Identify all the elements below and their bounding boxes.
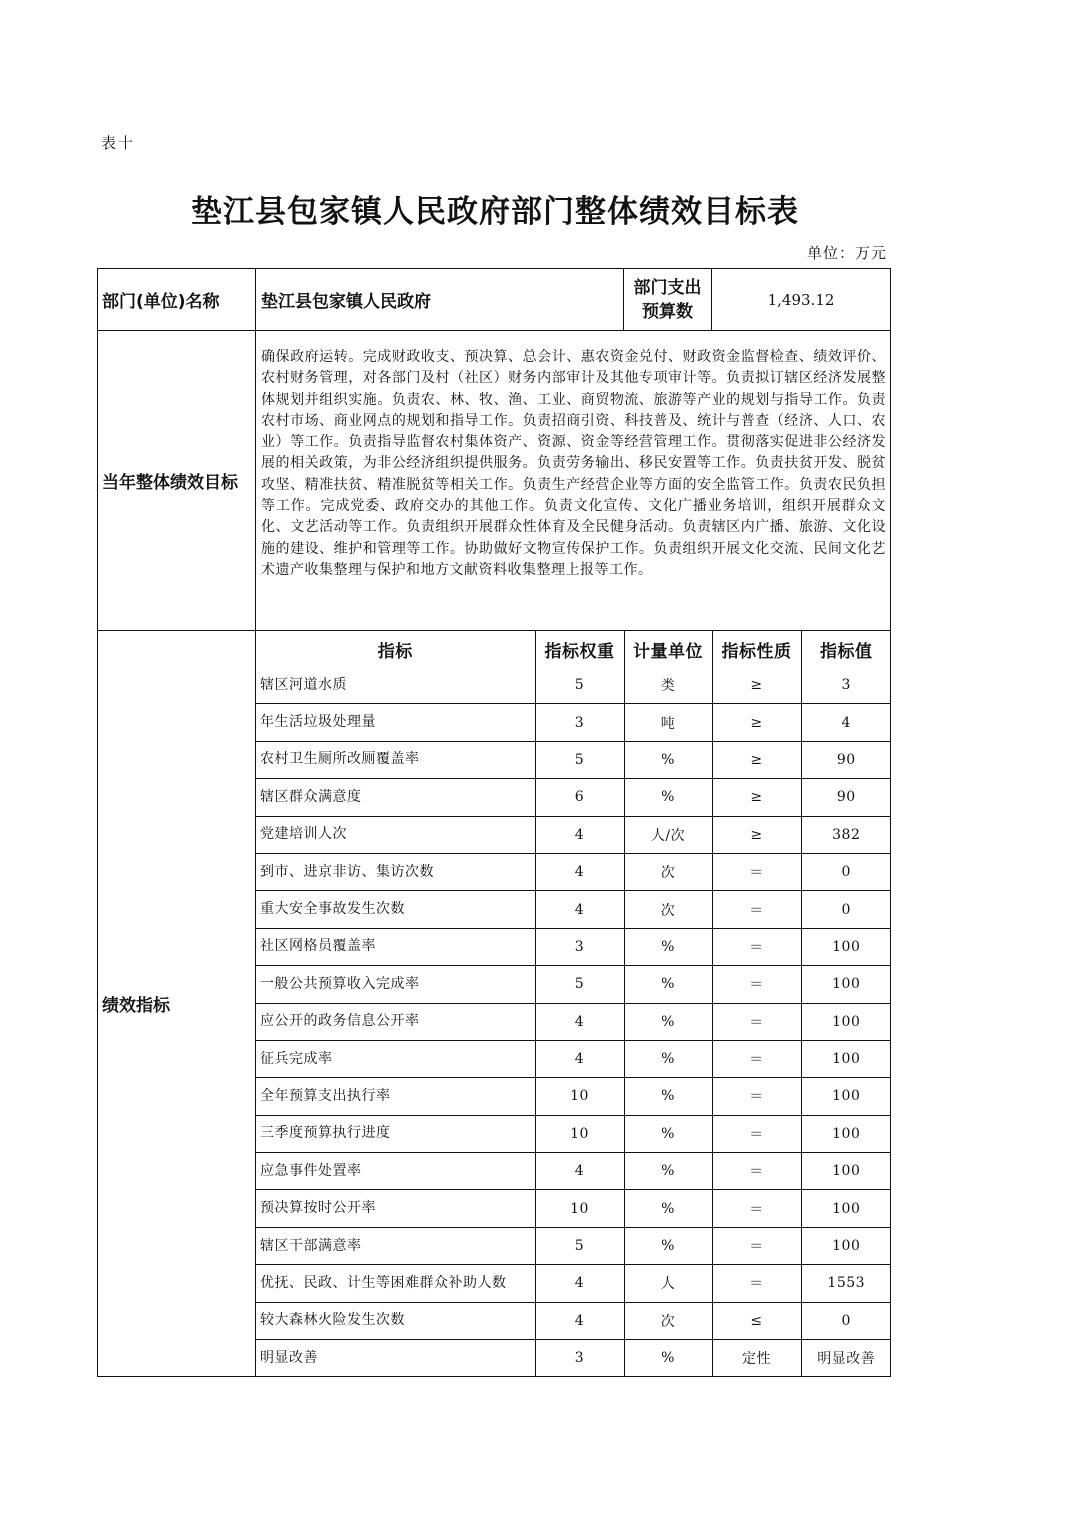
indicator-value: 0 bbox=[801, 891, 891, 928]
goal-text: 确保政府运转。完成财政收支、预决算、总会计、惠农资金兑付、财政资金监督检查、绩效评价、农村财务管理，对各部门及村（社区）财务内部审计及其他专项审计等。负责拟订辖区经济发展整体规划并组织实施。负责农、林、牧、渔、工业、商贸物流、旅游等产业的规划与指导工作。负责农村市场、商业网点的规划和指导工作。负责招商引资、科技普及、统计与普查（经济、人口、农业）等工作。负责指导监督农村集体资产、资源、资金等经营管理工作。贯彻落实促进非公经济发展的相关政策，为非公经济组织提供服务。负责劳务输出、移民安置等工作。负责扶贫开发、脱贫攻坚、精准扶贫、精准脱贫等相关工作。负责生产经营企业等方面的安全监管工作。负责农民负担等工作。完成党委、政府交办的其他工作。负责文化宣传、文化广播业务培训，组织开展群众文化、文艺活动等工作。负责组织开展群众性体育及全民健身活动。负责辖区内广播、旅游、文化设施的建设、维护和管理等工作。协助做好文物宣传保护工作。负责组织开展文化交流、民间文化艺术遗产收集整理与保护和地方文献资料收集整理上报等工作。 bbox=[256, 331, 891, 631]
indicator-name: 辖区河道水质 bbox=[256, 667, 535, 704]
table-row bbox=[256, 1227, 891, 1264]
table-row bbox=[256, 816, 891, 853]
indicator-weight: 10 bbox=[535, 1115, 624, 1152]
indicator-section bbox=[98, 631, 891, 1377]
indicator-nature: ≥ bbox=[712, 816, 801, 853]
indicator-table bbox=[256, 631, 891, 1376]
table-row bbox=[256, 779, 891, 816]
budget-label-line1: 部门支出 bbox=[633, 277, 702, 298]
indicator-name: 征兵完成率 bbox=[256, 1040, 535, 1077]
indicator-nature: ＝ bbox=[712, 1115, 801, 1152]
indicator-unit: 人 bbox=[624, 1265, 712, 1302]
indicator-weight: 5 bbox=[535, 667, 624, 704]
indicator-name: 农村卫生厕所改厕覆盖率 bbox=[256, 741, 535, 778]
indicator-unit: % bbox=[624, 741, 712, 778]
indicator-name: 应急事件处置率 bbox=[256, 1153, 535, 1190]
indicator-name: 重大安全事故发生次数 bbox=[256, 891, 535, 928]
table-row bbox=[256, 1078, 891, 1115]
indicator-nature: ＝ bbox=[712, 1227, 801, 1264]
indicator-weight: 6 bbox=[535, 779, 624, 816]
indicator-name: 较大森林火险发生次数 bbox=[256, 1302, 535, 1339]
indicator-name: 年生活垃圾处理量 bbox=[256, 704, 535, 741]
indicator-unit: % bbox=[624, 1003, 712, 1040]
indicator-weight: 4 bbox=[535, 1040, 624, 1077]
indicator-name: 辖区群众满意度 bbox=[256, 779, 535, 816]
indicator-name: 明显改善 bbox=[256, 1340, 535, 1377]
indicator-name: 应公开的政务信息公开率 bbox=[256, 1003, 535, 1040]
indicator-name: 一般公共预算收入完成率 bbox=[256, 966, 535, 1003]
dept-label: 部门(单位)名称 bbox=[98, 269, 256, 331]
indicator-weight: 3 bbox=[535, 928, 624, 965]
indicator-unit: % bbox=[624, 1040, 712, 1077]
indicator-nature: ＝ bbox=[712, 853, 801, 890]
indicator-value: 1553 bbox=[801, 1265, 891, 1302]
dept-row bbox=[98, 269, 891, 331]
col-header-weight: 指标权重 bbox=[535, 631, 624, 667]
indicator-weight: 4 bbox=[535, 853, 624, 890]
indicator-value: 90 bbox=[801, 779, 891, 816]
indicator-weight: 5 bbox=[535, 966, 624, 1003]
indicator-nature: ＝ bbox=[712, 928, 801, 965]
col-header-indicator: 指标 bbox=[256, 631, 535, 667]
indicator-unit: 人/次 bbox=[624, 816, 712, 853]
indicator-value: 100 bbox=[801, 1003, 891, 1040]
indicator-value: 100 bbox=[801, 1153, 891, 1190]
table-row bbox=[256, 1040, 891, 1077]
indicator-unit: % bbox=[624, 1078, 712, 1115]
indicator-value: 3 bbox=[801, 667, 891, 704]
table-row bbox=[256, 1340, 891, 1377]
indicator-value: 100 bbox=[801, 1040, 891, 1077]
indicator-nature: ＝ bbox=[712, 1265, 801, 1302]
indicator-value: 100 bbox=[801, 1190, 891, 1227]
indicator-unit: 吨 bbox=[624, 704, 712, 741]
budget-label-line2: 预算数 bbox=[642, 301, 693, 322]
indicator-nature: ＝ bbox=[712, 1078, 801, 1115]
indicator-unit: % bbox=[624, 1190, 712, 1227]
table-row bbox=[256, 741, 891, 778]
indicator-nature: ＝ bbox=[712, 891, 801, 928]
indicator-name: 社区网格员覆盖率 bbox=[256, 928, 535, 965]
indicator-weight: 10 bbox=[535, 1190, 624, 1227]
indicator-unit: % bbox=[624, 1227, 712, 1264]
table-row bbox=[256, 891, 891, 928]
indicator-name: 预决算按时公开率 bbox=[256, 1190, 535, 1227]
indicator-weight: 4 bbox=[535, 1265, 624, 1302]
indicator-name: 优抚、民政、计生等困难群众补助人数 bbox=[256, 1265, 535, 1302]
indicator-unit: % bbox=[624, 966, 712, 1003]
indicator-unit: % bbox=[624, 1153, 712, 1190]
indicator-value: 100 bbox=[801, 966, 891, 1003]
table-row bbox=[256, 704, 891, 741]
indicator-weight: 10 bbox=[535, 1078, 624, 1115]
unit-label: 单位：万元 bbox=[807, 244, 888, 262]
budget-label bbox=[624, 269, 712, 331]
table-row bbox=[256, 928, 891, 965]
indicator-name: 党建培训人次 bbox=[256, 816, 535, 853]
indicator-weight: 3 bbox=[535, 1340, 624, 1377]
indicator-name: 全年预算支出执行率 bbox=[256, 1078, 535, 1115]
indicator-nature: ≥ bbox=[712, 704, 801, 741]
indicator-weight: 4 bbox=[535, 1302, 624, 1339]
document-tag: 表十 bbox=[101, 134, 136, 152]
table-row bbox=[256, 1190, 891, 1227]
indicator-value: 4 bbox=[801, 704, 891, 741]
indicator-nature: ＝ bbox=[712, 966, 801, 1003]
goal-row bbox=[98, 331, 891, 631]
indicator-nature: ＝ bbox=[712, 1003, 801, 1040]
indicator-value: 382 bbox=[801, 816, 891, 853]
indicator-unit: % bbox=[624, 779, 712, 816]
col-header-nature: 指标性质 bbox=[712, 631, 801, 667]
indicator-nature: ≥ bbox=[712, 779, 801, 816]
indicator-nature: ≤ bbox=[712, 1302, 801, 1339]
indicator-weight: 5 bbox=[535, 741, 624, 778]
indicator-unit: % bbox=[624, 928, 712, 965]
indicator-header-row bbox=[256, 631, 891, 667]
indicator-weight: 4 bbox=[535, 891, 624, 928]
indicator-weight: 4 bbox=[535, 816, 624, 853]
budget-value: 1,493.12 bbox=[712, 269, 891, 331]
table-row bbox=[256, 667, 891, 704]
goal-label: 当年整体绩效目标 bbox=[98, 331, 256, 631]
indicator-label: 绩效指标 bbox=[98, 631, 256, 1377]
indicator-name: 辖区干部满意率 bbox=[256, 1227, 535, 1264]
indicator-value: 90 bbox=[801, 741, 891, 778]
indicator-nature: ＝ bbox=[712, 1153, 801, 1190]
dept-name: 垫江县包家镇人民政府 bbox=[256, 269, 624, 331]
indicator-weight: 5 bbox=[535, 1227, 624, 1264]
indicator-weight: 3 bbox=[535, 704, 624, 741]
indicator-value: 0 bbox=[801, 1302, 891, 1339]
indicator-value: 100 bbox=[801, 1115, 891, 1152]
table-row bbox=[256, 966, 891, 1003]
indicator-nature: ＝ bbox=[712, 1040, 801, 1077]
indicator-value: 明显改善 bbox=[801, 1340, 891, 1377]
indicator-name: 到市、进京非访、集访次数 bbox=[256, 853, 535, 890]
indicator-nature: 定性 bbox=[712, 1340, 801, 1377]
indicator-value: 100 bbox=[801, 928, 891, 965]
indicator-value: 100 bbox=[801, 1227, 891, 1264]
col-header-unit: 计量单位 bbox=[624, 631, 712, 667]
indicator-unit: 次 bbox=[624, 1302, 712, 1339]
indicator-nature: ≥ bbox=[712, 667, 801, 704]
table-row bbox=[256, 1153, 891, 1190]
col-header-value: 指标值 bbox=[801, 631, 891, 667]
table-row bbox=[256, 1003, 891, 1040]
indicator-nature: ≥ bbox=[712, 741, 801, 778]
indicator-name: 三季度预算执行进度 bbox=[256, 1115, 535, 1152]
performance-table bbox=[97, 268, 891, 1377]
indicator-weight: 4 bbox=[535, 1153, 624, 1190]
table-row bbox=[256, 853, 891, 890]
table-row bbox=[256, 1115, 891, 1152]
indicator-nature: ＝ bbox=[712, 1190, 801, 1227]
indicator-unit: % bbox=[624, 1340, 712, 1377]
indicator-weight: 4 bbox=[535, 1003, 624, 1040]
table-row bbox=[256, 1302, 891, 1339]
indicator-value: 0 bbox=[801, 853, 891, 890]
indicator-unit: 类 bbox=[624, 667, 712, 704]
indicator-unit: 次 bbox=[624, 891, 712, 928]
indicator-unit: 次 bbox=[624, 853, 712, 890]
page-title: 垫江县包家镇人民政府部门整体绩效目标表 bbox=[191, 194, 799, 230]
indicator-unit: % bbox=[624, 1115, 712, 1152]
indicator-value: 100 bbox=[801, 1078, 891, 1115]
table-row bbox=[256, 1265, 891, 1302]
